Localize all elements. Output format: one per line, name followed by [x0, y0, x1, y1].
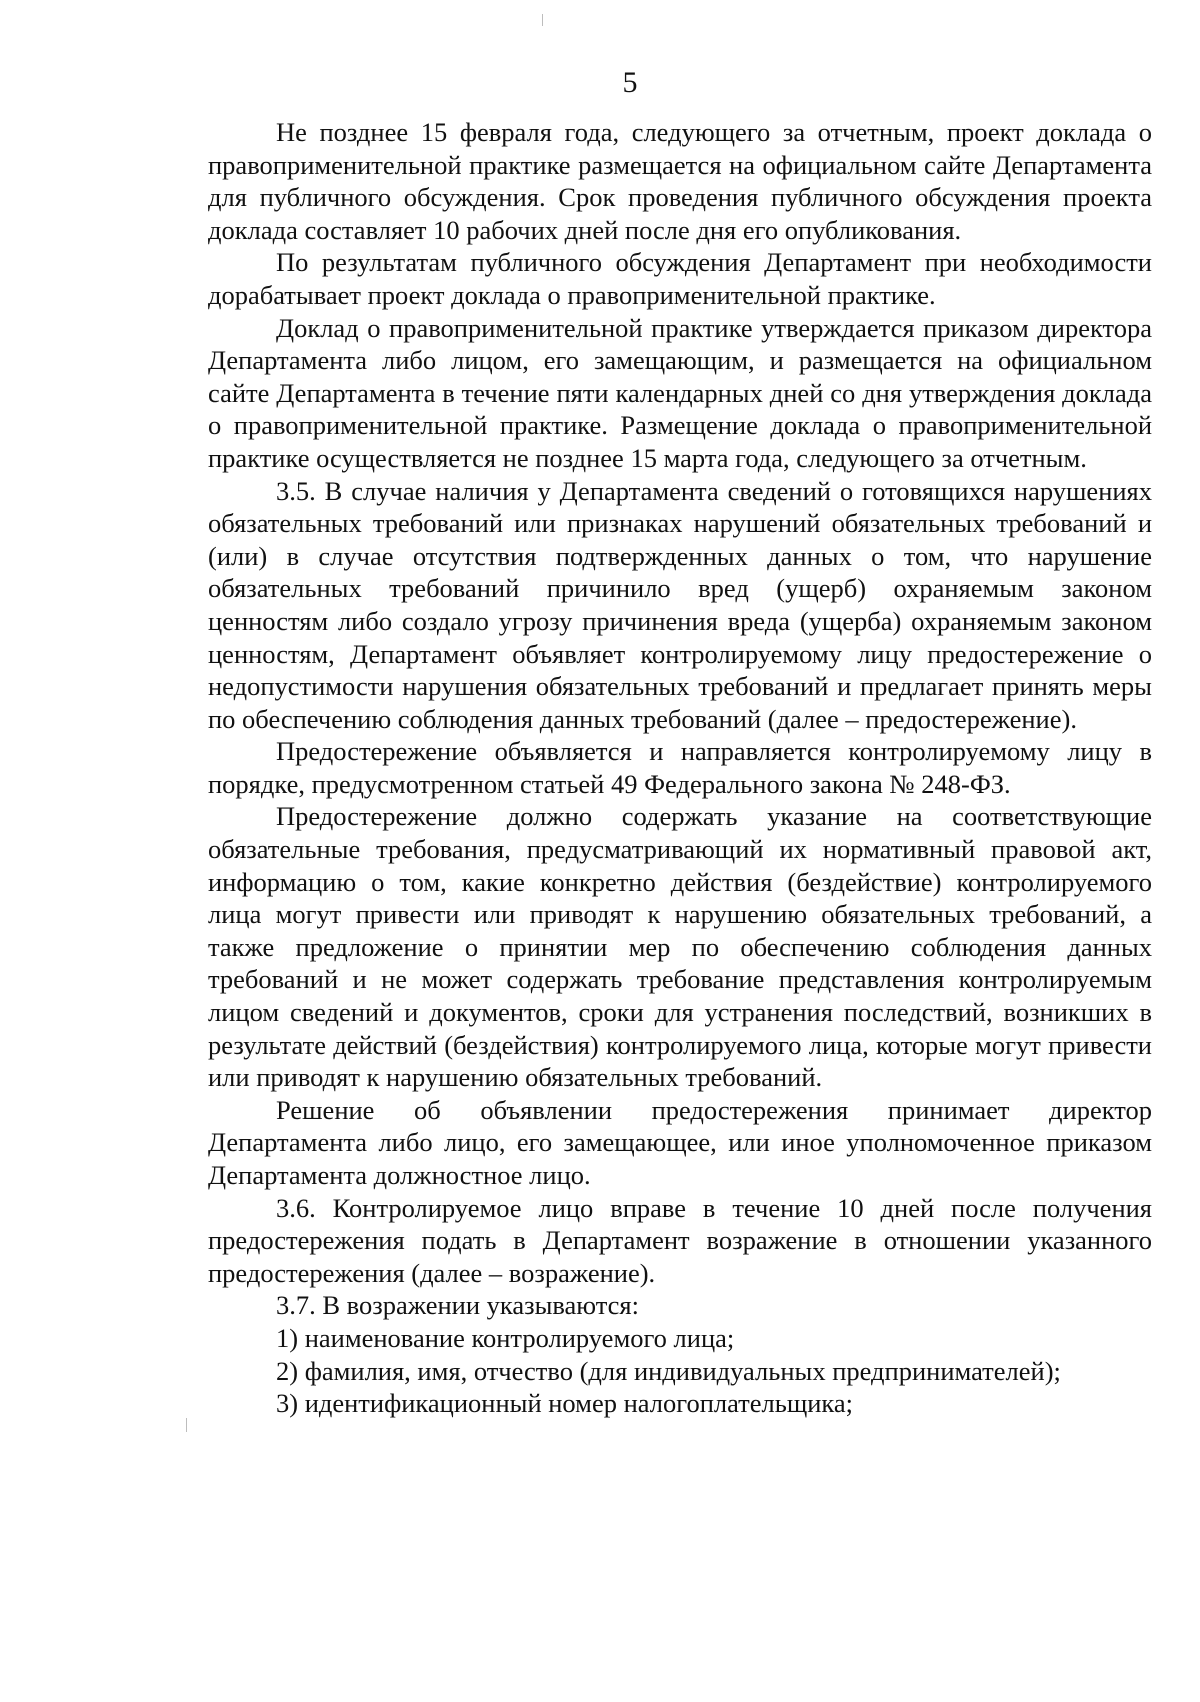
list-heading-section-3-7: 3.7. В возражении указываются: — [276, 1290, 639, 1321]
paragraph-warning-delivery: Предостережение объявляется и направляется контролируемому лицу в порядке, предусмотренном статьей 49 Федерального закона № 248-ФЗ. — [208, 736, 1152, 799]
list-item: 2) фамилия, имя, отчество (для индивидуальных предпринимателей); — [276, 1355, 1061, 1386]
paragraph-warning-content: Предостережение должно содержать указание на соответствующие обязательные требования, предусматривающий их нормативный правовой акт, информацию о том, какие конкретно действия (бездействие) контролируемого лица могут привести или приводят к нарушению обязательных требований, а также предложение о принятии мер по обеспечению соблюдения данных требований и не может содержать требование представления контролируемым лицом сведений и документов, сроки для устранения последствий, возникших в результате действий (бездействия) контролируемого лица, которые могут привести или приводят к нарушению обязательных требований. — [208, 801, 1152, 1093]
list-item: 3) идентификационный номер налогоплательщика; — [276, 1388, 854, 1419]
page-number: 5 — [622, 66, 638, 99]
scan-artifact-left — [186, 1418, 187, 1432]
paragraph-warning-decision: Решение об объявлении предостережения принимает директор Департамента либо лицо, его замещающее, или иное уполномоченное приказом Департамента должностное лицо. — [208, 1094, 1152, 1190]
paragraph-section-3-5: 3.5. В случае наличия у Департамента сведений о готовящихся нарушениях обязательных требований или признаках нарушений обязательных требований и (или) в случае отсутствия подтвержденных данных о том, что нарушение обязательных требований причинило вред (ущерб) охраняемым законом ценностям либо создало угрозу причинения вреда (ущерба) охраняемым законом ценностям, Департамент объявляет контролируемому лицу предостережение о недопустимости нарушения обязательных требований и предлагает принять меры по обеспечению соблюдения данных требований (далее – предостережение). — [208, 475, 1152, 734]
paragraph-report-approval: Доклад о правоприменительной практике утверждается приказом директора Департамента либо лицом, его замещающим, и размещается на официальном сайте Департамента в течение пяти календарных дней со дня утверждения доклада о правоприменительной практике. Размещение доклада о правоприменительной практике осуществляется не позднее 15 марта года, следующего за отчетным. — [208, 312, 1152, 473]
paragraph-report-draft-publication: Не позднее 15 февраля года, следующего за отчетным, проект доклада о правоприменительной практике размещается на официальном сайте Департамента для публичного обсуждения. Срок проведения публичного обсуждения проекта доклада составляет 10 рабочих дней после дня его опубликования. — [208, 117, 1152, 245]
list-item: 1) наименование контролируемого лица; — [276, 1322, 735, 1353]
scan-artifact-top — [542, 14, 543, 26]
paragraph-report-revision: По результатам публичного обсуждения Департамент при необходимости дорабатывает проект доклада о правоприменительной практике. — [208, 247, 1152, 310]
paragraph-section-3-6: 3.6. Контролируемое лицо вправе в течение 10 дней после получения предостережения подать в Департамент возражение в отношении указанного предостережения (далее – возражение). — [208, 1192, 1152, 1288]
document-body — [208, 116, 1152, 1420]
